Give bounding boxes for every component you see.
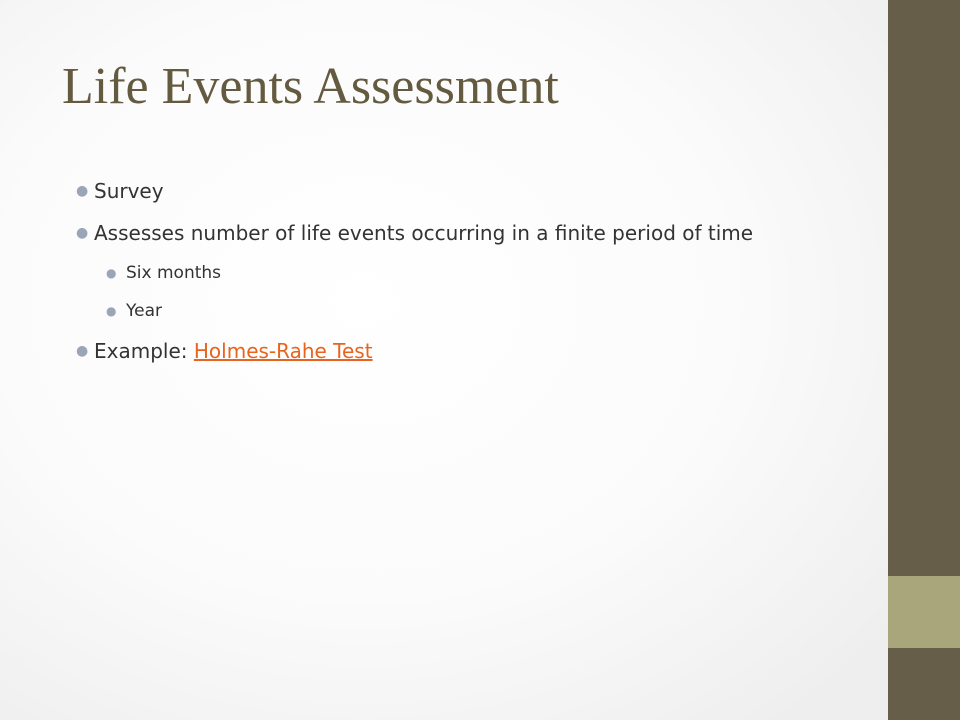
bullet-item-assesses (76, 218, 834, 248)
bullet-dot-icon: ● (76, 343, 89, 359)
bullet-item-example (76, 336, 834, 366)
sub-bullet-item-six-months (106, 260, 834, 286)
sub-bullet-text-year: Year (126, 301, 162, 321)
bullet-dot-icon: ● (76, 225, 89, 241)
bullet-dot-icon: ● (106, 304, 117, 318)
sidebar-decoration-top (888, 0, 960, 576)
sub-bullet-item-year (106, 298, 834, 324)
bullet-item-survey (76, 176, 834, 206)
bullet-text-example-prefix: Example: (94, 339, 188, 363)
bullet-list (76, 176, 834, 378)
sub-bullet-text-six-months: Six months (126, 263, 222, 283)
bullet-text-survey: Survey (94, 179, 164, 203)
sidebar-decoration-middle (888, 576, 960, 648)
bullet-dot-icon: ● (76, 183, 89, 199)
slide-title: Life Events Assessment (62, 58, 559, 115)
bullet-dot-icon: ● (106, 266, 117, 280)
holmes-rahe-test-link[interactable]: Holmes-Rahe Test (193, 339, 373, 363)
bullet-text-assesses: Assesses number of life events occurring in a finite period of time (94, 221, 754, 245)
sidebar-decoration-bottom (888, 648, 960, 720)
